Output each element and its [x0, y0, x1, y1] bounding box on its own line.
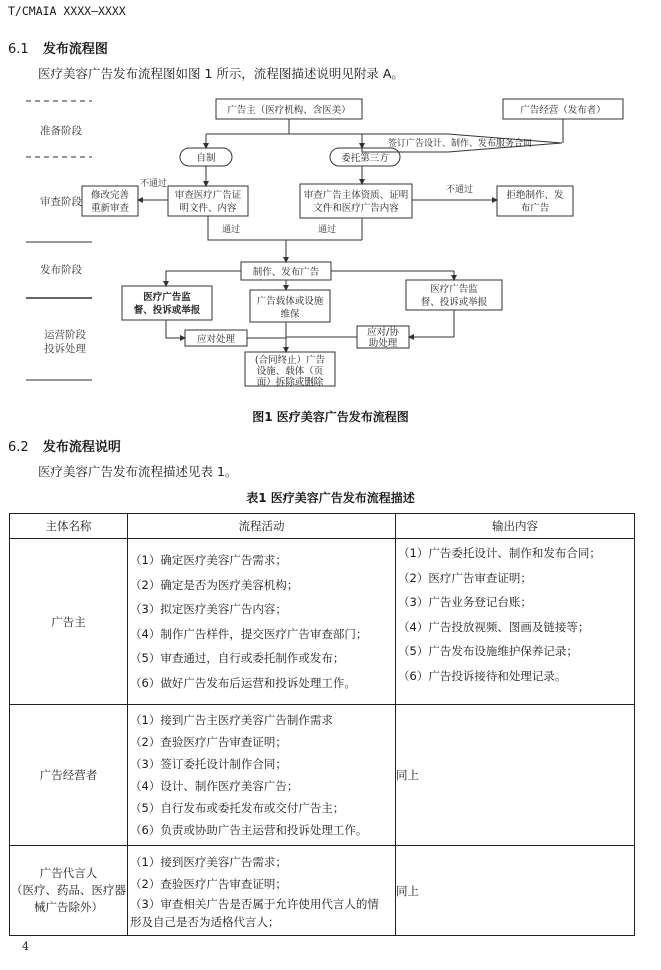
label-fail-right: 不通过 [446, 185, 474, 195]
box-review-self-line1: 审查医疗广告证 [174, 190, 242, 201]
label-pass-right: 通过 [318, 225, 337, 235]
stage-operate: 运营阶段 [44, 329, 86, 341]
subject-cell: 广告经营者 [10, 705, 128, 846]
stage-review: 审查阶段 [40, 196, 82, 208]
section-title: 发布流程图 [42, 42, 108, 57]
subject-line: 械广告除外） [34, 900, 103, 914]
table-row [10, 846, 635, 936]
activity-item: （1）确定医疗美容广告需求； [130, 553, 287, 567]
output-item: （5）广告发布设施维护保养记录； [398, 644, 578, 658]
activity-item: （4）设计、制作医疗美容广告； [130, 779, 299, 793]
section-number: 6.1 [8, 42, 29, 57]
section-paragraph: 医疗美容广告发布流程图如图 1 所示，流程图描述说明见附录 A。 [38, 66, 404, 81]
figure-caption: 图1 医疗美容广告发布流程图 [252, 410, 409, 424]
activity-item: （1）接到广告主医疗美容广告制作需求 [130, 713, 333, 727]
header-outputs: 输出内容 [396, 514, 635, 539]
section-paragraph: 医疗美容广告发布流程描述见表 1。 [38, 464, 238, 479]
box-sign-contract: 签订广告设计、制作、发布服务合同 [387, 139, 533, 149]
header-subject: 主体名称 [10, 514, 128, 539]
box-supervise-left-line1: 医疗广告监 [143, 292, 191, 303]
box-modify-line2: 重新审查 [90, 203, 130, 214]
box-reject-line2: 布广告 [520, 203, 550, 214]
document-code: T/CMAIA XXXX—XXXX [8, 4, 126, 18]
table-caption: 表1 医疗美容广告发布流程描述 [246, 491, 415, 505]
box-modify-line1: 修改完善 [90, 190, 130, 201]
box-carrier-line1: 广告载体或设施 [256, 296, 324, 307]
activity-item: （2）查验医疗广告审查证明； [130, 876, 287, 891]
flowchart [0, 90, 661, 402]
activity-item: （1）接到医疗美容广告需求； [130, 854, 287, 869]
header-activities: 流程活动 [128, 514, 396, 539]
activity-item: （4）制作广告样件，提交医疗广告审查部门； [130, 626, 368, 641]
subject-line: （医疗、药品、医疗器 [11, 883, 126, 897]
activities-cell [128, 705, 396, 846]
section-heading-6-2 [8, 436, 121, 455]
box-supervise-right-line1: 医疗广告监 [430, 284, 478, 295]
activity-item: （2）查验医疗广告审查证明； [130, 735, 287, 749]
activities-cell [128, 539, 396, 705]
box-review-third-line2: 文件和医疗广告内容 [313, 203, 399, 214]
box-review-self-line2: 明文件、内容 [179, 203, 237, 214]
box-assist-line1: 应对/协 [367, 327, 399, 338]
activity-item: （5）自行发布或委托发布或交付广告主； [130, 801, 345, 815]
output-item: （4）广告投放视频、图画及链接等； [398, 619, 590, 634]
activity-item: （3）审查相关广告是否属于允许使用代言人的情 [130, 896, 379, 911]
box-terminate-line2: 设施、载体（页 [256, 366, 324, 377]
activity-item: （3）拟定医疗美容广告内容； [130, 602, 287, 616]
activity-item: 形及自己是否为适格代言人； [130, 914, 280, 929]
subject-line: 广告代言人 [39, 866, 98, 880]
table-row [10, 539, 635, 705]
output-item: （6）广告投诉接待和处理记录。 [398, 668, 567, 683]
activities-cell [128, 846, 396, 936]
stage-complaint: 投诉处理 [44, 343, 86, 355]
section-title: 发布流程说明 [42, 440, 121, 455]
page-number: 4 [22, 940, 29, 953]
output-item: （1）广告委托设计、制作和发布合同； [398, 546, 601, 560]
stage-prepare: 准备阶段 [40, 125, 82, 137]
box-handle: 应对处理 [196, 334, 236, 345]
stage-publish: 发布阶段 [40, 264, 82, 276]
activity-item: （3）签订委托设计制作合同； [130, 757, 287, 771]
section-number: 6.2 [8, 440, 29, 455]
output-item: （3）广告业务登记台账； [398, 595, 532, 609]
box-review-third-line1: 审查广告主体资质、证明 [303, 190, 409, 201]
box-operator: 广告经营（发布者） [520, 105, 606, 116]
box-assist-line2: 助处理 [368, 338, 398, 349]
outputs-cell [396, 539, 635, 705]
label-pass-left: 通过 [222, 225, 241, 235]
outputs-cell: 同上 [396, 705, 635, 846]
box-carrier-line2: 维保 [280, 309, 300, 320]
process-table [9, 513, 635, 936]
subject-cell: 广告主 [10, 539, 128, 705]
box-advertiser: 广告主（医疗机构、含医美） [227, 105, 351, 116]
activity-item: （6）负责或协助广告主运营和投诉处理工作。 [130, 823, 368, 837]
box-terminate-line1: (合同终止）广告 [254, 355, 326, 366]
box-supervise-right-line2: 督、投诉或举报 [420, 297, 488, 308]
subject-cell [10, 846, 128, 936]
box-supervise-left-line2: 督、投诉或举报 [133, 305, 201, 316]
activity-item: （5）审查通过，自行或委托制作或发布； [130, 651, 345, 665]
table-header-row [10, 514, 635, 539]
outputs-cell: 同上 [396, 846, 635, 936]
output-item: （2）医疗广告审查证明； [398, 570, 532, 585]
activity-item: （2）确定是否为医疗美容机构； [130, 577, 299, 592]
label-fail-left: 不通过 [140, 179, 168, 189]
box-entrust: 委托第三方 [341, 153, 389, 164]
box-self: 自制 [196, 153, 216, 164]
box-terminate-line3: 面）拆除或删除 [256, 377, 324, 388]
table-row [10, 705, 635, 846]
activity-item: （6）做好广告发布后运营和投诉处理工作。 [130, 675, 356, 690]
box-produce: 制作、发布广告 [252, 267, 320, 278]
section-heading-6-1 [8, 38, 108, 57]
box-reject-line1: 拒绝制作、发 [506, 190, 564, 201]
